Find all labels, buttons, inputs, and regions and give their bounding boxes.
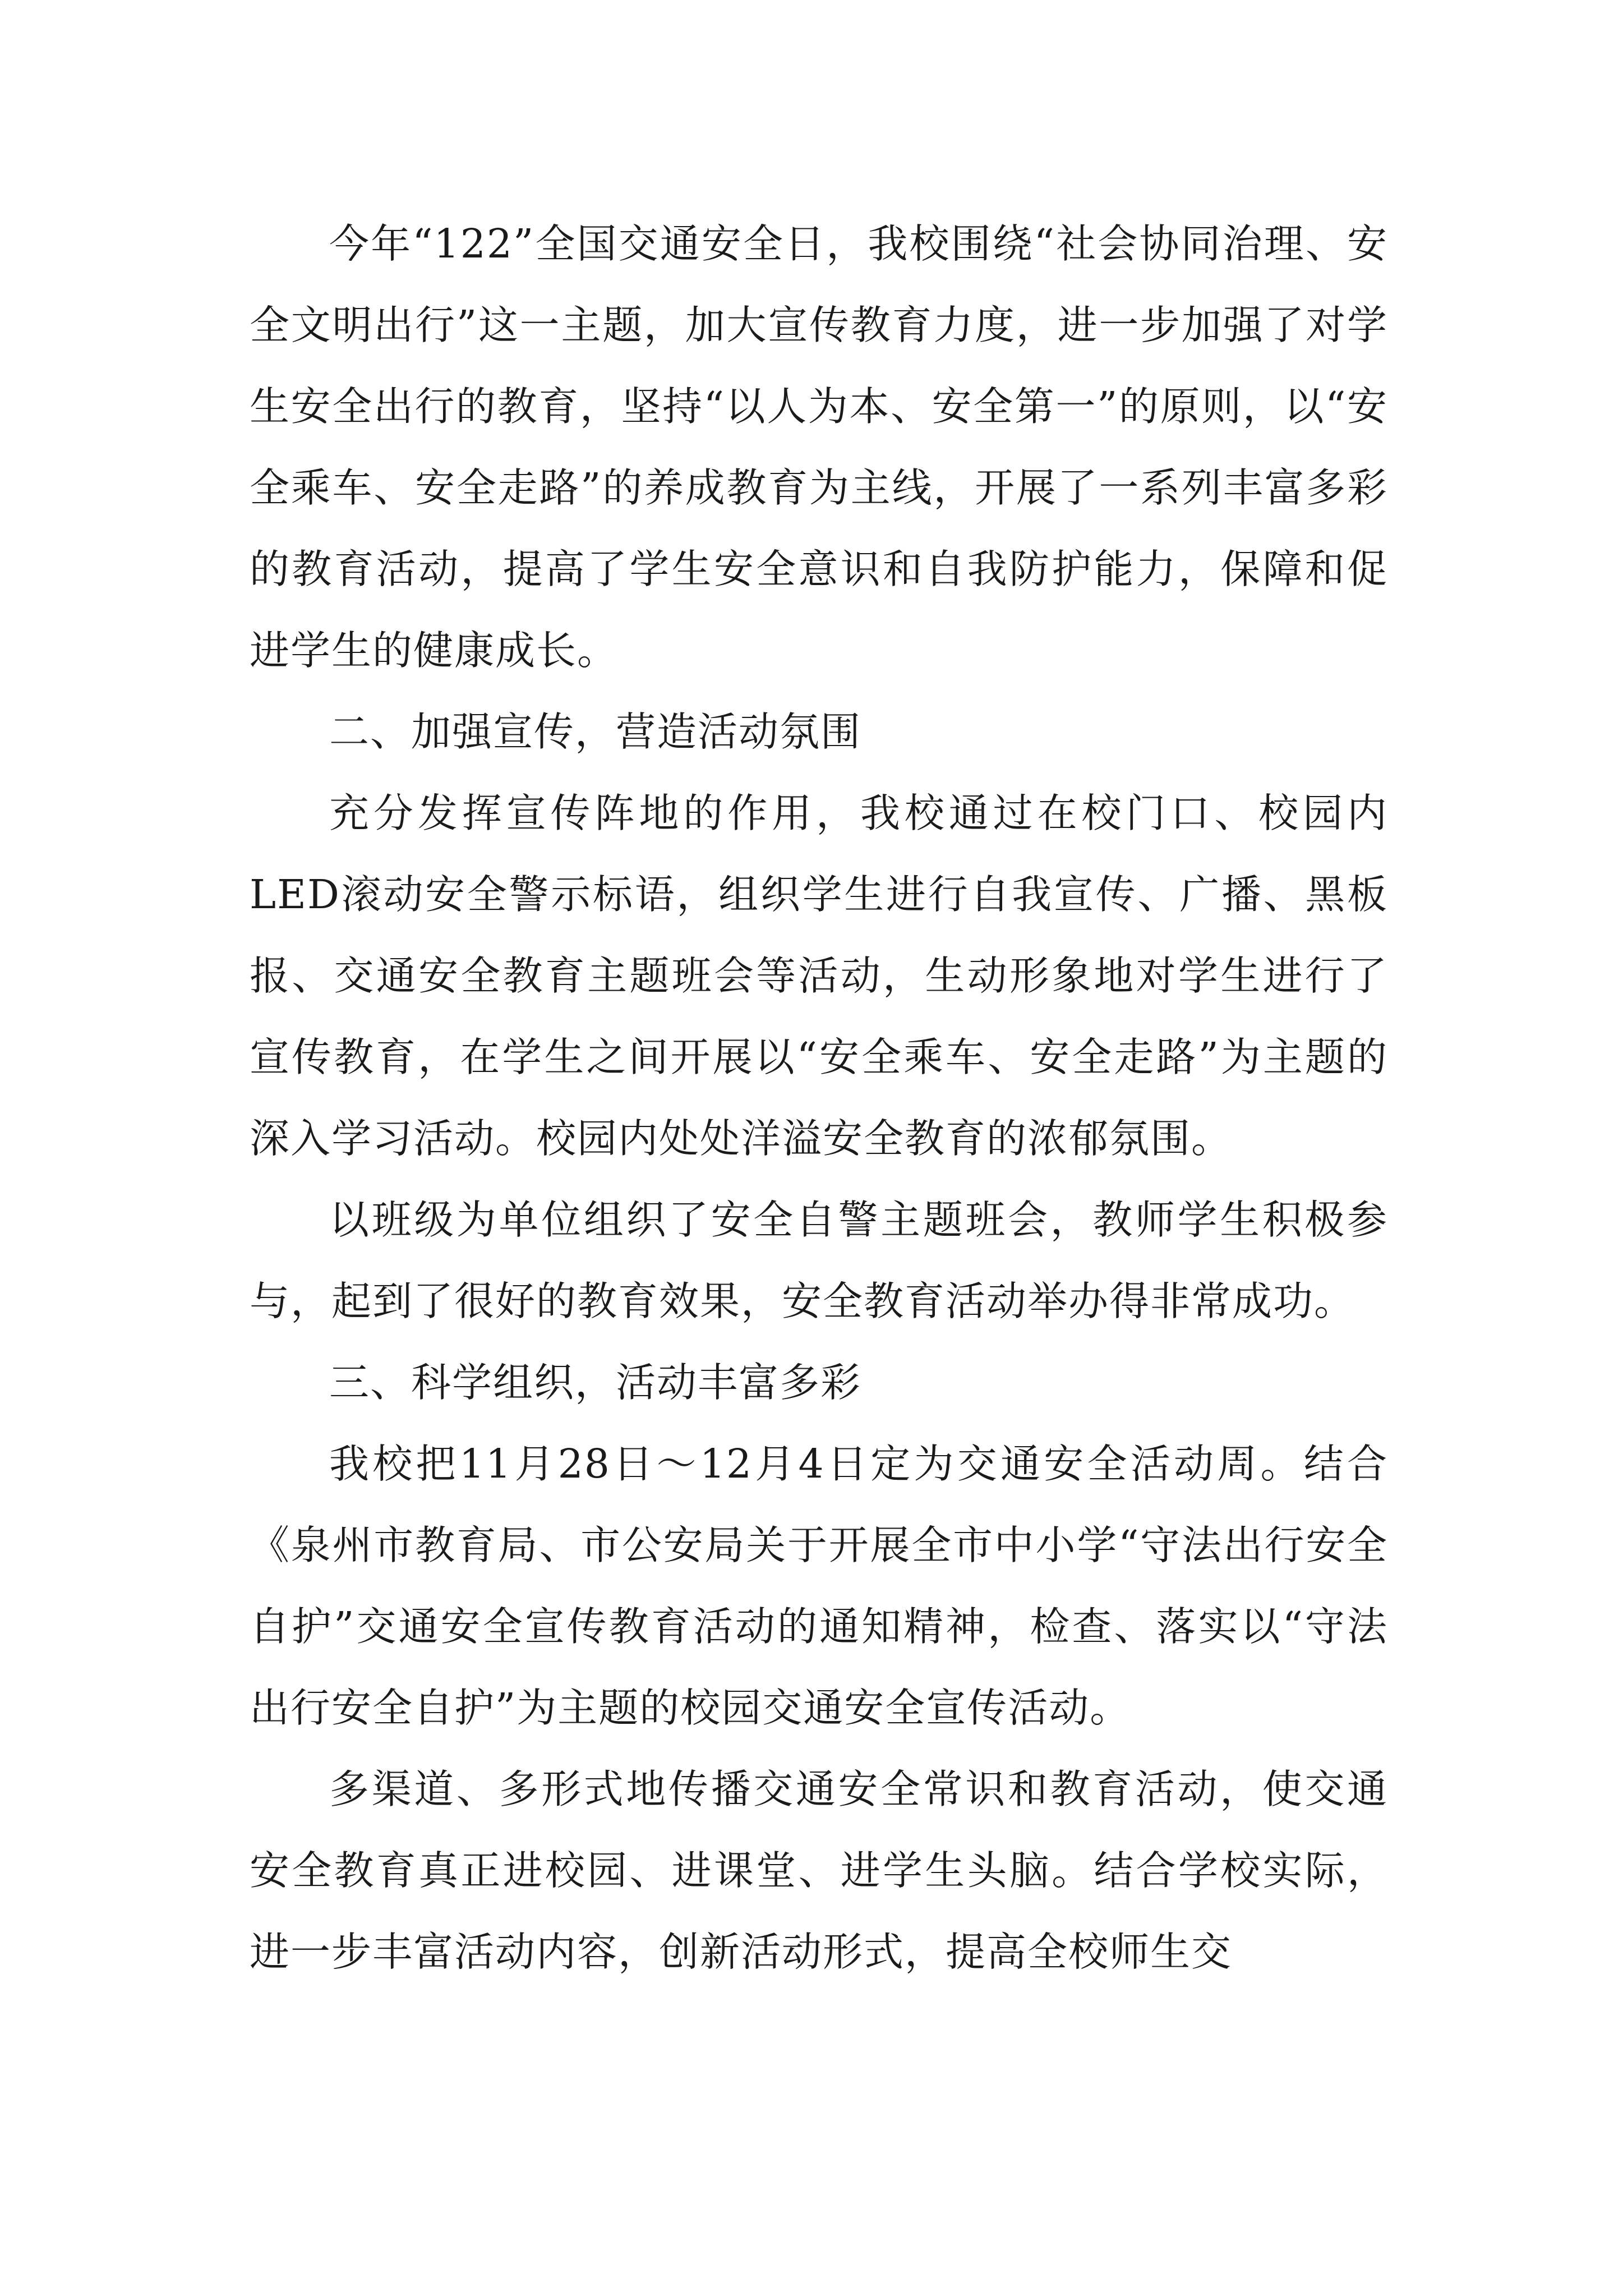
channels-paragraph: 多渠道、多形式地传播交通安全常识和教育活动，使交通安全教育真正进校园、进课堂、进学生头脑。结合学校实际，进一步丰富活动内容，创新活动形式，提高全校师生交 bbox=[250, 1766, 1388, 1975]
intro-paragraph: 今年“122”全国交通安全日，我校围绕“社会协同治理、安全文明出行”这一主题，加大宣传教育力度，进一步加强了对学生安全出行的教育，坚持“以人为本、安全第一”的原则，以“安全乘车、安全走路”的养成教育为主线，开展了一系列丰富多彩的教育活动，提高了学生安全意识和自我防护能力，保障和促进学生的健康成长。 bbox=[250, 220, 1388, 674]
document-body bbox=[250, 203, 1388, 1993]
class-meeting-paragraph: 以班级为单位组织了安全自警主题班会，教师学生积极参与，起到了很好的教育效果，安全教育活动举办得非常成功。 bbox=[250, 1197, 1388, 1324]
section-heading-3: 三、科学组织，活动丰富多彩 bbox=[329, 1359, 862, 1406]
section-heading-2: 二、加强宣传，营造活动氛围 bbox=[329, 708, 862, 755]
activity-week-paragraph: 我校把11月28日～12月4日定为交通安全活动周。结合《泉州市教育局、市公安局关于开展全市中小学“守法出行安全自护”交通安全宣传教育活动的通知精神，检查、落实以“守法出行安全自护”为主题的校园交通安全宣传活动。 bbox=[250, 1441, 1388, 1731]
publicity-paragraph: 充分发挥宣传阵地的作用，我校通过在校门口、校园内LED滚动安全警示标语，组织学生进行自我宣传、广播、黑板报、交通安全教育主题班会等活动，生动形象地对学生进行了宣传教育，在学生之间开展以“安全乘车、安全走路”为主题的深入学习活动。校园内处处洋溢安全教育的浓郁氛围。 bbox=[250, 790, 1388, 1162]
